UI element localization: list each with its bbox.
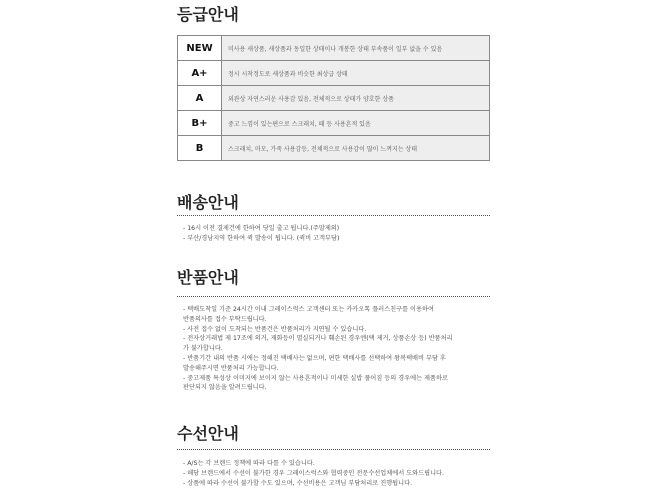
returns-divider [177, 296, 490, 297]
repair-section-title: 수선안내 [177, 424, 239, 443]
repair-list [183, 459, 488, 488]
returns-item: - 중고제품 특성상 이미지에 보이지 않는 사용흔적이나 미세한 실밥 풀어짐 등의 경우에는 제품하로 [183, 374, 448, 382]
shipping-list [183, 224, 488, 244]
grade-label: A [178, 86, 222, 111]
returns-item: - 택배도착일 기준 24시간 이내 그레이스럭스 고객센터 또는 카카오톡 플러스친구를 이용하여 [183, 306, 434, 313]
repair-item: - 해당 브랜드에서 수선이 불가한 경우 그레이스럭스와 협력중인 전문수선업체에서 도와드립니다. [183, 469, 444, 477]
repair-divider [177, 449, 490, 450]
grade-description: 정시 시착정도로 새상품과 비슷한 최상급 상태 [222, 61, 490, 86]
returns-item: 발송해주시면 반품처리 가능합니다. [183, 364, 279, 372]
returns-item: - 전자상거래법 제 17조에 의거, 재화등이 멸실되거나 훼손된 경우엔(택 제거, 상품손상 등) 반품처리 [183, 335, 453, 343]
grade-label: NEW [178, 36, 222, 61]
grade-row [178, 136, 490, 161]
shipping-section-title: 배송안내 [177, 193, 239, 212]
returns-item: - 반품기간 내의 반품 시에는 정해진 택배사는 없으며, 편한 택배사를 선택하여 왕복택배비 부담 후 [183, 354, 446, 362]
shipping-item: - 16시 이전 결제건에 한하여 당일 출고 됩니다.(주말제외) [183, 225, 340, 232]
grade-description: 외관상 자연스러운 사용감 있음, 전체적으로 상태가 양호한 상품 [222, 86, 490, 111]
grade-description: 스크래치, 마모, 가죽 사용감등, 전체적으로 사용감이 많이 느껴지는 상태 [222, 136, 490, 161]
grade-label: B [178, 136, 222, 161]
grade-description: 미사용 새상품, 새상품과 동일한 상태이나 개봉한 상태 부속품이 일부 없을 수 있음 [222, 36, 490, 61]
returns-item: 판단되지 않음을 알려드립니다. [183, 384, 267, 392]
grade-row [178, 61, 490, 86]
grade-table [177, 35, 490, 161]
grade-section-title: 등급안내 [177, 5, 239, 24]
returns-item: 반품의사를 접수 부탁드립니다. [183, 315, 267, 323]
grade-row [178, 36, 490, 61]
returns-list [183, 305, 488, 393]
returns-section-title: 반품안내 [177, 268, 239, 287]
grade-label: B+ [178, 111, 222, 136]
grade-row [178, 111, 490, 136]
repair-item: - 상품에 따라 수선이 불가할 수도 있으며, 수선비용은 고객님 부담처리로 진행됩니다. [183, 479, 413, 487]
returns-item: - 사전 접수 없이 도착되는 반품건은 반품처리가 지연될 수 있습니다. [183, 325, 367, 333]
shipping-divider [177, 215, 490, 216]
grade-label: A+ [178, 61, 222, 86]
grade-row [178, 86, 490, 111]
returns-item: 가 불가합니다. [183, 345, 223, 353]
grade-description: 중고 느낌이 있는편으로 스크래치, 때 등 사용흔적 있음 [222, 111, 490, 136]
shipping-item: - 부산/경남지역 한하여 퀵 발송이 됩니다. (퀵비 고객부담) [183, 234, 340, 242]
repair-item: - A/S는 각 브랜드 정책에 따라 다를 수 있습니다. [183, 460, 315, 467]
